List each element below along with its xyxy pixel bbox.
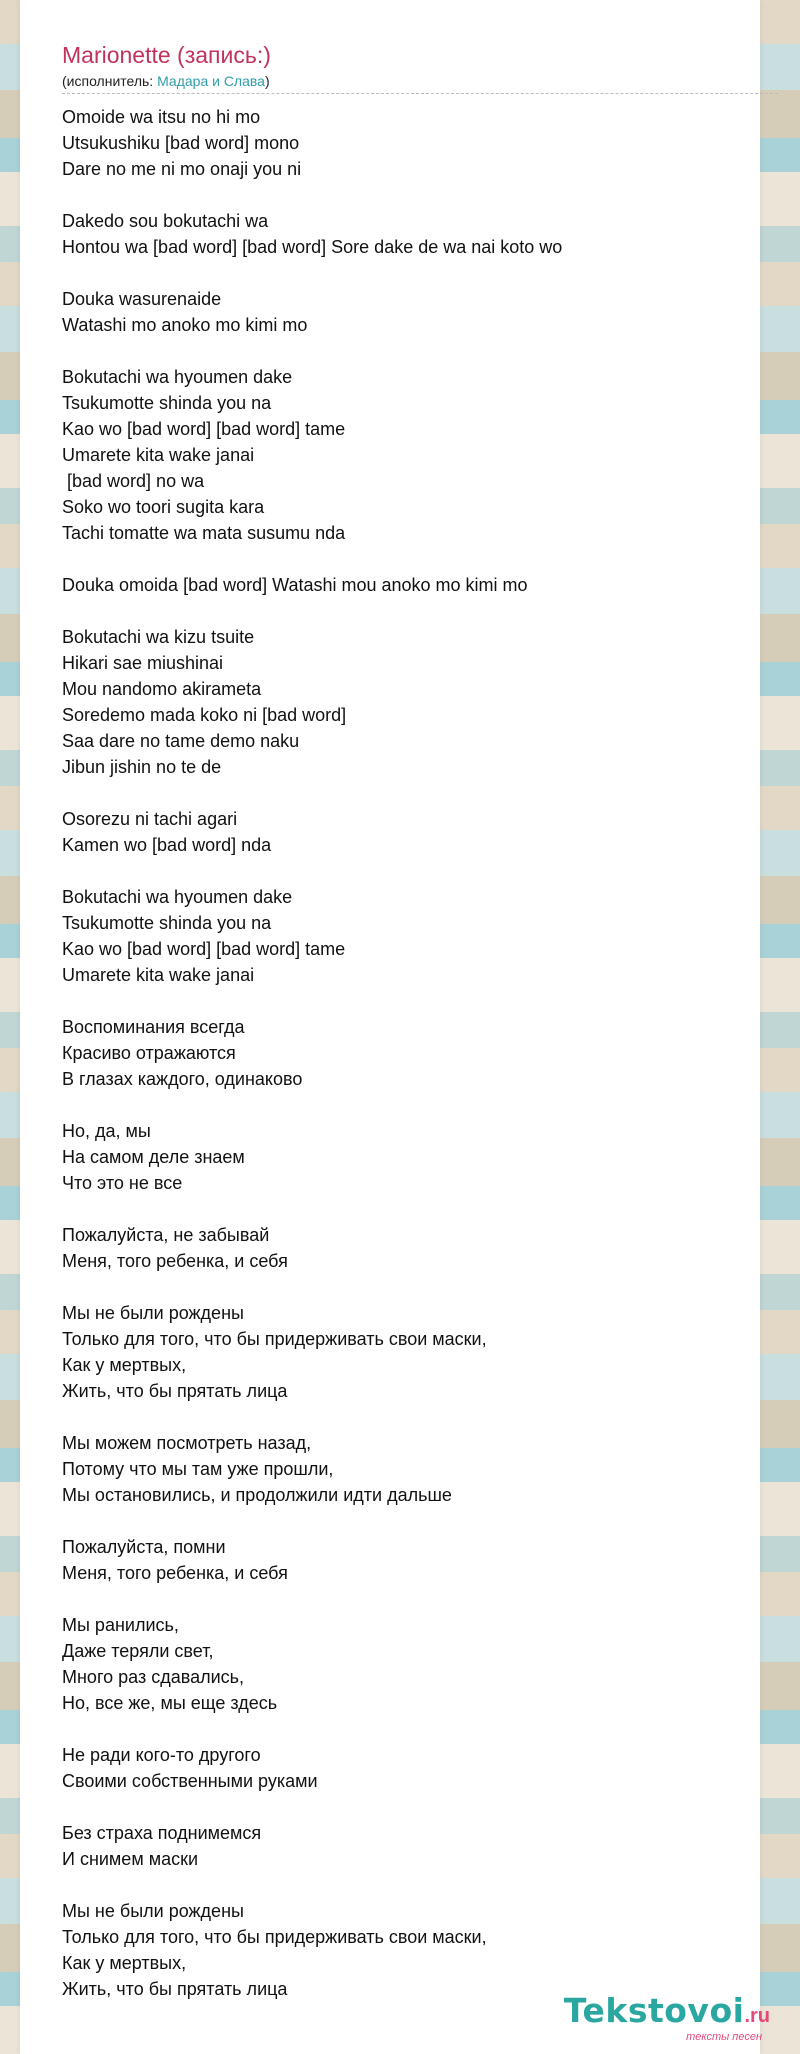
lyric-line: Мы ранились, — [62, 1615, 179, 1635]
lyric-line: В глазах каждого, одинаково — [62, 1069, 303, 1089]
lyric-line: Даже теряли свет, — [62, 1641, 214, 1661]
lyric-line: Много раз сдавались, — [62, 1667, 245, 1687]
stanza-break — [62, 260, 762, 286]
stanza-break — [62, 1586, 762, 1612]
lyric-line: Мы не были рождены — [62, 1901, 244, 1921]
lyric-line: Потому что мы там уже прошли, — [62, 1459, 334, 1479]
lyric-line: Красиво отражаются — [62, 1043, 236, 1063]
lyric-line: Douka wasurenaide — [62, 289, 222, 309]
stanza-break — [62, 1872, 762, 1898]
lyric-line: Меня, того ребенка, и себя — [62, 1563, 288, 1583]
stanza-break — [62, 1092, 762, 1118]
lyric-line: Пожалуйста, не забывай — [62, 1225, 270, 1245]
lyric-line: Soredemo mada koko ni [bad word] — [62, 705, 347, 725]
logo-tld: .ru — [744, 2005, 770, 2027]
stanza-break — [62, 1404, 762, 1430]
lyric-line: Только для того, что бы придерживать свои маски, — [62, 1329, 487, 1349]
stanza-break — [62, 598, 762, 624]
stanza-break — [62, 182, 762, 208]
stanza-break — [62, 338, 762, 364]
lyric-line: Мы можем посмотреть назад, — [62, 1433, 312, 1453]
lyric-line: Bokutachi wa kizu tsuite — [62, 627, 255, 647]
lyric-line: Umarete kita wake janai — [62, 445, 255, 465]
lyric-line: Omoide wa itsu no hi mo — [62, 107, 261, 127]
stanza-break — [62, 1196, 762, 1222]
lyric-line: Douka omoida [bad word] Watashi mou anoko mo kimi mo — [62, 575, 528, 595]
stanza-break — [62, 1716, 762, 1742]
lyric-line: Kamen wo [bad word] nda — [62, 835, 272, 855]
lyric-line: Как у мертвых, — [62, 1355, 187, 1375]
artist-line — [62, 73, 270, 89]
lyric-line: Osorezu ni tachi agari — [62, 809, 238, 829]
logo-name: Tekstovoi — [563, 1991, 745, 2030]
lyric-line: Без страха поднимемся — [62, 1823, 262, 1843]
lyric-line: Воспоминания всегда — [62, 1017, 245, 1037]
lyric-line: Kao wo [bad word] [bad word] tame — [62, 419, 346, 439]
lyric-line: Tsukumotte shinda you na — [62, 393, 272, 413]
lyric-line: Soko wo toori sugita kara — [62, 497, 265, 517]
lyric-line: Меня, того ребенка, и себя — [62, 1251, 288, 1271]
lyric-line: Saa dare no tame demo naku — [62, 731, 300, 751]
lyric-line: Umarete kita wake janai — [62, 965, 255, 985]
stanza-break — [62, 780, 762, 806]
lyric-line: [bad word] no wa — [62, 471, 205, 491]
stanza-break — [62, 1274, 762, 1300]
lyric-line: Kao wo [bad word] [bad word] tame — [62, 939, 346, 959]
stanza-break — [62, 1508, 762, 1534]
lyric-line: Hikari sae miushinai — [62, 653, 224, 673]
lyric-line: Как у мертвых, — [62, 1953, 187, 1973]
lyric-line: Utsukushiku [bad word] mono — [62, 133, 300, 153]
lyric-line: Жить, что бы прятать лица — [62, 1381, 288, 1401]
lyric-line: Что это не все — [62, 1173, 183, 1193]
lyric-line: Hontou wa [bad word] [bad word] Sore dake de wa nai koto wo — [62, 237, 563, 257]
site-logo[interactable] — [563, 1991, 770, 2043]
lyric-line: Watashi mo anoko mo kimi mo — [62, 315, 308, 335]
lyric-line: Tsukumotte shinda you na — [62, 913, 272, 933]
lyric-line: Dakedo sou bokutachi wa — [62, 211, 269, 231]
lyric-line: Jibun jishin no te de — [62, 757, 222, 777]
song-title: Marionette (запись:) — [62, 42, 271, 68]
lyrics-page — [20, 0, 760, 2054]
stanza-break — [62, 546, 762, 572]
logo-tagline: тексты песен — [686, 2031, 762, 2043]
stanza-break — [62, 1794, 762, 1820]
lyric-line: Mou nandomo akirameta — [62, 679, 262, 699]
artist-link[interactable]: Мадара и Слава — [157, 73, 265, 89]
lyric-line: Но, да, мы — [62, 1121, 151, 1141]
artist-suffix: ) — [264, 73, 270, 89]
header-divider — [62, 93, 778, 94]
artist-prefix: (исполнитель: — [62, 73, 158, 89]
lyric-line: Только для того, что бы придерживать свои маски, — [62, 1927, 487, 1947]
lyric-line: Мы не были рождены — [62, 1303, 244, 1323]
stanza-break — [62, 858, 762, 884]
lyric-line: Пожалуйста, помни — [62, 1537, 226, 1557]
lyric-line: И снимем маски — [62, 1849, 199, 1869]
lyric-line: Но, все же, мы еще здесь — [62, 1693, 278, 1713]
lyric-line: Жить, что бы прятать лица — [62, 1979, 288, 1999]
lyric-line: Bokutachi wa hyoumen dake — [62, 887, 293, 907]
lyric-line: Dare no me ni mo onaji you ni — [62, 159, 302, 179]
lyric-line: Не ради кого-то другого — [62, 1745, 261, 1765]
lyric-line: Своими собственными руками — [62, 1771, 318, 1791]
stanza-break — [62, 988, 762, 1014]
lyric-line: Tachi tomatte wa mata susumu nda — [62, 523, 346, 543]
lyric-line: Bokutachi wa hyoumen dake — [62, 367, 293, 387]
lyrics-body — [62, 104, 762, 2002]
lyric-line: Мы остановились, и продолжили идти дальше — [62, 1485, 452, 1505]
lyric-line: На самом деле знаем — [62, 1147, 245, 1167]
